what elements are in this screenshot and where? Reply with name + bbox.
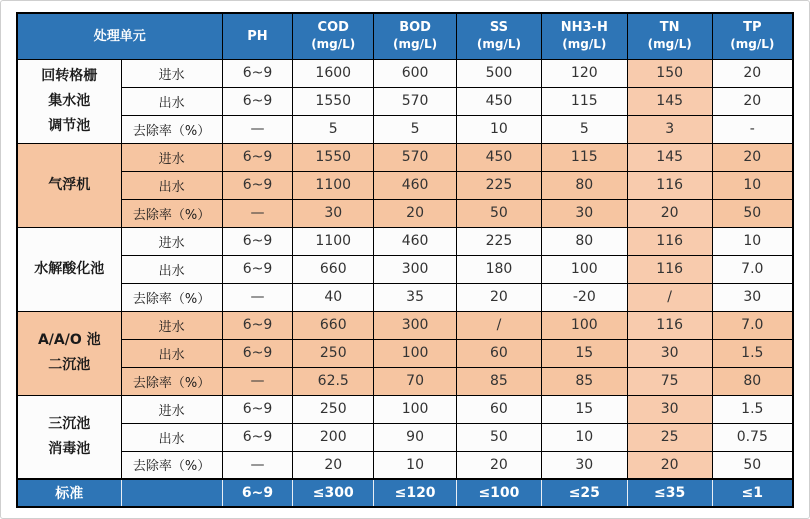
value-cell: 10	[541, 423, 627, 451]
standard-value-cell: ≤100	[457, 479, 542, 507]
value-cell: 1100	[293, 227, 374, 255]
value-cell: 85	[541, 367, 627, 395]
value-cell: 15	[541, 339, 627, 367]
value-cell: 7.0	[712, 255, 793, 283]
value-cell: 460	[374, 171, 457, 199]
value-cell: 20	[374, 199, 457, 227]
value-cell: 30	[541, 199, 627, 227]
tn-value-cell: 145	[627, 143, 712, 171]
tn-value-cell: 116	[627, 227, 712, 255]
value-cell: 20	[293, 451, 374, 479]
value-cell: 50	[712, 199, 793, 227]
col-header-cod: COD (mg/L)	[293, 13, 374, 59]
value-cell: 1.5	[712, 339, 793, 367]
table-row-0-1	[17, 87, 793, 115]
row-label: 进水	[121, 59, 222, 87]
row-label: 进水	[121, 395, 222, 423]
table-row-2-2	[17, 283, 793, 311]
tn-value-cell: 116	[627, 311, 712, 339]
value-cell: 6~9	[222, 171, 293, 199]
group-label-line: 三沉池	[48, 415, 91, 432]
tn-value-cell: 75	[627, 367, 712, 395]
value-cell: 250	[293, 395, 374, 423]
row-label: 去除率（%）	[121, 367, 222, 395]
value-cell: 85	[457, 367, 542, 395]
value-cell: -	[712, 115, 793, 143]
value-cell: 6~9	[222, 59, 293, 87]
row-label: 出水	[121, 339, 222, 367]
tn-value-cell: 25	[627, 423, 712, 451]
value-cell: 6~9	[222, 227, 293, 255]
value-cell: 6~9	[222, 143, 293, 171]
value-cell: 20	[457, 451, 542, 479]
row-label: 去除率（%）	[121, 115, 222, 143]
table-row-3-0	[17, 311, 793, 339]
value-cell: 60	[457, 395, 542, 423]
tn-value-cell: 20	[627, 451, 712, 479]
tn-value-cell: 30	[627, 339, 712, 367]
value-cell: 115	[541, 143, 627, 171]
value-cell: 1550	[293, 87, 374, 115]
value-cell: 200	[293, 423, 374, 451]
table-row-2-0	[17, 227, 793, 255]
value-cell: 225	[457, 171, 542, 199]
value-cell: 10	[712, 227, 793, 255]
table-row-1-1	[17, 171, 793, 199]
value-cell: 660	[293, 255, 374, 283]
table-header	[17, 13, 793, 59]
value-cell: 20	[457, 283, 542, 311]
col-header-tn: TN (mg/L)	[627, 13, 712, 59]
col-header-ph: PH	[222, 13, 293, 59]
value-cell: 7.0	[712, 311, 793, 339]
tn-value-cell: 116	[627, 255, 712, 283]
value-cell: 80	[541, 227, 627, 255]
group-label-2	[17, 227, 121, 311]
group-label-3	[17, 311, 121, 395]
group-label-line: 二沉池	[48, 357, 91, 373]
table-body	[17, 59, 793, 507]
table-row-1-2	[17, 199, 793, 227]
value-cell: 500	[457, 59, 542, 87]
value-cell: 0.75	[712, 423, 793, 451]
col-header-unit-label: 处理单元	[93, 28, 146, 44]
row-label: 去除率（%）	[121, 451, 222, 479]
value-cell: 5	[293, 115, 374, 143]
value-cell: 30	[712, 283, 793, 311]
group-label-4	[17, 395, 121, 479]
value-cell: 570	[374, 87, 457, 115]
value-cell: 30	[293, 199, 374, 227]
value-cell: 6~9	[222, 311, 293, 339]
value-cell: 5	[374, 115, 457, 143]
value-cell: 10	[712, 171, 793, 199]
value-cell: 600	[374, 59, 457, 87]
value-cell: 225	[457, 227, 542, 255]
standard-value-cell: ≤120	[374, 479, 457, 507]
value-cell: —	[222, 451, 293, 479]
value-cell: —	[222, 115, 293, 143]
tn-value-cell: 150	[627, 59, 712, 87]
value-cell: —	[222, 367, 293, 395]
col-header-nh3h: NH3-H (mg/L)	[541, 13, 627, 59]
value-cell: 30	[541, 451, 627, 479]
table-row-2-1	[17, 255, 793, 283]
row-label: 出水	[121, 171, 222, 199]
value-cell: 1100	[293, 171, 374, 199]
col-header-bod: BOD (mg/L)	[374, 13, 457, 59]
table-row-3-1	[17, 339, 793, 367]
value-cell: /	[457, 311, 542, 339]
value-cell: 5	[541, 115, 627, 143]
value-cell: 40	[293, 283, 374, 311]
standard-value-cell: ≤1	[712, 479, 793, 507]
value-cell: 20	[712, 59, 793, 87]
col-header-ss: SS (mg/L)	[457, 13, 542, 59]
tn-value-cell: 116	[627, 171, 712, 199]
group-label-0	[17, 59, 121, 143]
tn-value-cell: 3	[627, 115, 712, 143]
row-label: 出水	[121, 423, 222, 451]
value-cell: 300	[374, 255, 457, 283]
value-cell: 100	[541, 255, 627, 283]
value-cell: 100	[374, 339, 457, 367]
standard-value-cell: 6~9	[222, 479, 293, 507]
value-cell: 60	[457, 339, 542, 367]
value-cell: 120	[541, 59, 627, 87]
value-cell: 180	[457, 255, 542, 283]
table-row-0-0	[17, 59, 793, 87]
value-cell: 450	[457, 143, 542, 171]
group-label-line: 水解酸化池	[34, 260, 105, 277]
group-label-line: A/A/O 池	[37, 332, 101, 348]
table-row-0-2	[17, 115, 793, 143]
standard-label: 标准	[17, 479, 121, 507]
standard-value-cell: ≤35	[627, 479, 712, 507]
row-label: 去除率（%）	[121, 199, 222, 227]
row-label: 去除率（%）	[121, 283, 222, 311]
group-label-line: 消毒池	[48, 440, 91, 457]
value-cell: 6~9	[222, 339, 293, 367]
row-label: 出水	[121, 87, 222, 115]
table-row-4-2	[17, 451, 793, 479]
value-cell: 80	[541, 171, 627, 199]
value-cell: 100	[374, 395, 457, 423]
tn-value-cell: /	[627, 283, 712, 311]
row-label: 出水	[121, 255, 222, 283]
value-cell: 660	[293, 311, 374, 339]
value-cell: 1.5	[712, 395, 793, 423]
value-cell: 100	[541, 311, 627, 339]
table-row-1-0	[17, 143, 793, 171]
col-header-unit	[17, 13, 222, 59]
row-label: 进水	[121, 227, 222, 255]
header-row	[17, 13, 793, 59]
standard-empty-cell	[121, 479, 222, 507]
value-cell: 10	[374, 451, 457, 479]
value-cell: —	[222, 199, 293, 227]
group-label-line: 调节池	[48, 117, 91, 134]
standard-row	[17, 479, 793, 507]
value-cell: 50	[457, 423, 542, 451]
value-cell: 70	[374, 367, 457, 395]
value-cell: 1600	[293, 59, 374, 87]
table-row-3-2	[17, 367, 793, 395]
value-cell: 6~9	[222, 255, 293, 283]
value-cell: 50	[457, 199, 542, 227]
value-cell: 6~9	[222, 395, 293, 423]
row-label: 进水	[121, 143, 222, 171]
value-cell: 35	[374, 283, 457, 311]
group-label-1	[17, 143, 121, 227]
tn-value-cell: 145	[627, 87, 712, 115]
value-cell: 300	[374, 311, 457, 339]
row-label: 进水	[121, 311, 222, 339]
value-cell: 90	[374, 423, 457, 451]
value-cell: 460	[374, 227, 457, 255]
standard-value-cell: ≤300	[293, 479, 374, 507]
group-label-line: 集水池	[48, 92, 91, 109]
treatment-units-table	[16, 12, 794, 508]
value-cell: 250	[293, 339, 374, 367]
value-cell: 115	[541, 87, 627, 115]
value-cell: 570	[374, 143, 457, 171]
value-cell: 62.5	[293, 367, 374, 395]
value-cell: 20	[712, 143, 793, 171]
value-cell: 450	[457, 87, 542, 115]
table-row-4-1	[17, 423, 793, 451]
value-cell: 50	[712, 451, 793, 479]
value-cell: 20	[712, 87, 793, 115]
value-cell: 6~9	[222, 87, 293, 115]
standard-value-cell: ≤25	[541, 479, 627, 507]
value-cell: 1550	[293, 143, 374, 171]
value-cell: 10	[457, 115, 542, 143]
group-label-line: 回转格栅	[41, 67, 98, 84]
value-cell: 80	[712, 367, 793, 395]
value-cell: 15	[541, 395, 627, 423]
tn-value-cell: 30	[627, 395, 712, 423]
col-header-tp: TP (mg/L)	[712, 13, 793, 59]
value-cell: —	[222, 283, 293, 311]
tn-value-cell: 20	[627, 199, 712, 227]
table-row-4-0	[17, 395, 793, 423]
value-cell: -20	[541, 283, 627, 311]
value-cell: 6~9	[222, 423, 293, 451]
group-label-line: 气浮机	[48, 176, 91, 193]
